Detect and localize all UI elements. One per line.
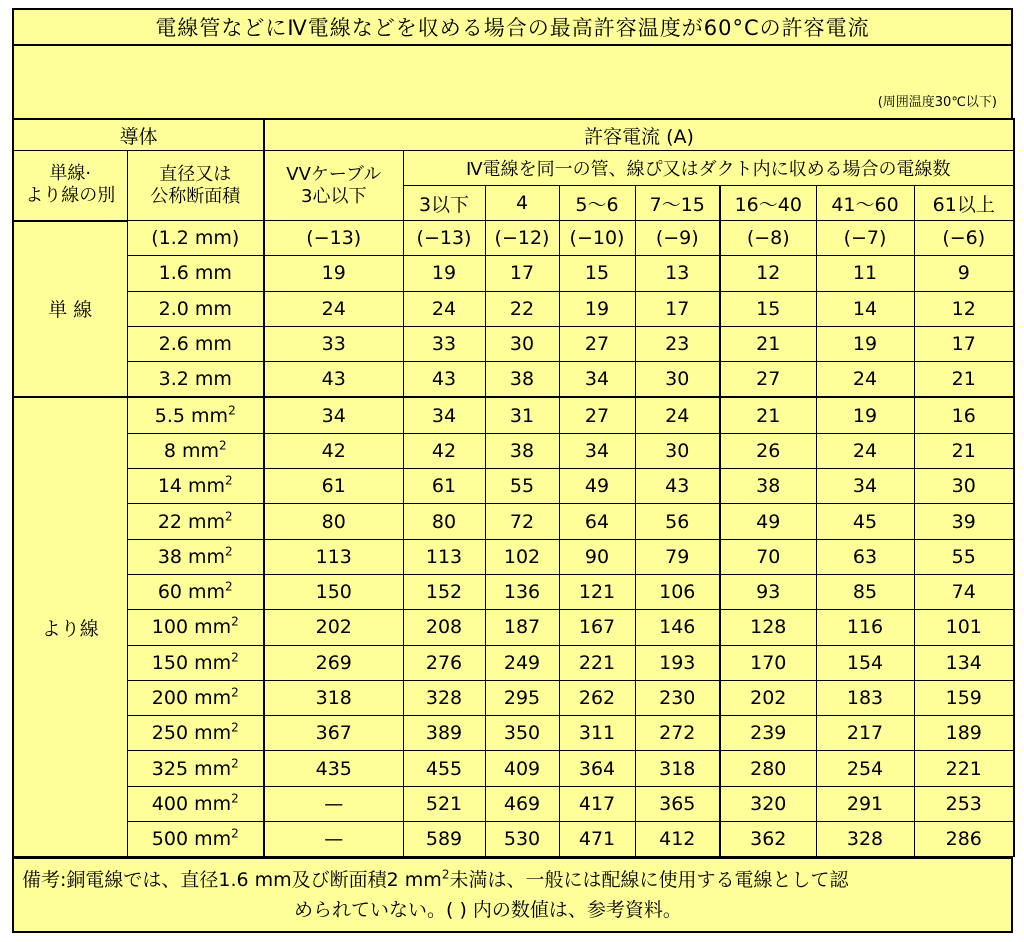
value-cell: 150: [264, 574, 403, 609]
remarks-line1-b: 未満は、一般には配線に使用する電線として認: [449, 868, 849, 891]
value-cell: 27: [720, 362, 816, 398]
value-cell: 318: [264, 680, 403, 715]
header-kind-line1: 単線·: [49, 163, 92, 185]
value-cell: (−9): [635, 221, 720, 256]
value-cell: 589: [403, 822, 485, 857]
table-row: [13, 469, 1014, 504]
header-size: [127, 151, 264, 221]
value-cell: 17: [485, 256, 559, 291]
value-cell: 113: [403, 539, 485, 574]
table-row: [13, 751, 1014, 786]
value-cell: 17: [914, 326, 1014, 361]
allowable-current-table: [12, 118, 1015, 858]
value-cell: 72: [485, 504, 559, 539]
size-value: 1.6 mm: [158, 262, 232, 285]
value-cell: 34: [559, 433, 635, 468]
size-value: 2.6 mm: [158, 333, 232, 356]
value-cell: 12: [914, 291, 1014, 326]
value-cell: (−10): [559, 221, 635, 256]
table-row: [13, 221, 1014, 256]
size-value: 2.0 mm: [158, 297, 232, 320]
ambient-condition: (周囲温度30℃以下): [877, 95, 997, 110]
value-cell: 189: [914, 716, 1014, 751]
title-band: [12, 46, 1013, 118]
value-cell: 183: [816, 680, 914, 715]
value-cell: 21: [720, 326, 816, 361]
value-cell: 33: [264, 326, 403, 361]
size-cell: [127, 610, 264, 645]
size-value: 3.2 mm: [158, 368, 232, 391]
value-cell: 34: [559, 362, 635, 398]
value-cell: 102: [485, 539, 559, 574]
remarks-line1-a: 備考:銅電線では、直径1.6 mm及び断面積2 mm: [22, 868, 442, 891]
value-cell: 24: [816, 362, 914, 398]
value-cell: 30: [635, 433, 720, 468]
value-cell: 34: [264, 397, 403, 433]
value-cell: (−12): [485, 221, 559, 256]
value-cell: 13: [635, 256, 720, 291]
value-cell: 23: [635, 326, 720, 361]
value-cell: 93: [720, 574, 816, 609]
value-cell: 187: [485, 610, 559, 645]
value-cell: 39: [914, 504, 1014, 539]
value-cell: —: [264, 822, 403, 857]
size-cell: [127, 397, 264, 433]
table-row: [13, 645, 1014, 680]
value-cell: 367: [264, 716, 403, 751]
size-value: 38 mm: [157, 545, 226, 568]
size-value: 150 mm: [151, 651, 232, 674]
size-superscript: 2: [231, 791, 239, 806]
value-cell: 43: [635, 469, 720, 504]
size-cell: [127, 574, 264, 609]
value-cell: 269: [264, 645, 403, 680]
size-value: 60 mm: [157, 581, 226, 604]
value-cell: 254: [816, 751, 914, 786]
size-cell: [127, 680, 264, 715]
value-cell: 45: [816, 504, 914, 539]
group-solid: 単 線: [13, 221, 127, 398]
table-body: [13, 221, 1014, 857]
size-cell: [127, 751, 264, 786]
table-row: [13, 362, 1014, 398]
value-cell: 30: [485, 326, 559, 361]
value-cell: 221: [559, 645, 635, 680]
value-cell: 61: [403, 469, 485, 504]
size-cell: [127, 326, 264, 361]
value-cell: 146: [635, 610, 720, 645]
value-cell: (−8): [720, 221, 816, 256]
value-cell: 30: [635, 362, 720, 398]
value-cell: 34: [816, 469, 914, 504]
value-cell: 19: [816, 326, 914, 361]
size-value: 250 mm: [151, 722, 232, 745]
size-superscript: 2: [231, 720, 239, 735]
value-cell: 159: [914, 680, 1014, 715]
value-cell: 49: [720, 504, 816, 539]
header-col-3: 5〜6: [559, 186, 635, 221]
size-cell: [127, 221, 264, 256]
value-cell: 61: [264, 469, 403, 504]
value-cell: 253: [914, 786, 1014, 821]
value-cell: 328: [403, 680, 485, 715]
value-cell: 21: [914, 362, 1014, 398]
value-cell: 362: [720, 822, 816, 857]
value-cell: 262: [559, 680, 635, 715]
table-row: [13, 256, 1014, 291]
header-size-line1: 直径又は: [159, 163, 232, 185]
value-cell: 116: [816, 610, 914, 645]
value-cell: 16: [914, 397, 1014, 433]
size-value: 325 mm: [151, 757, 232, 780]
value-cell: 521: [403, 786, 485, 821]
value-cell: 170: [720, 645, 816, 680]
value-cell: 26: [720, 433, 816, 468]
value-cell: 412: [635, 822, 720, 857]
size-superscript: 2: [219, 438, 227, 453]
value-cell: 311: [559, 716, 635, 751]
value-cell: 85: [816, 574, 914, 609]
size-superscript: 2: [231, 756, 239, 771]
value-cell: 154: [816, 645, 914, 680]
size-value: 400 mm: [151, 792, 232, 815]
value-cell: 24: [635, 397, 720, 433]
value-cell: —: [264, 786, 403, 821]
table-row: [13, 786, 1014, 821]
size-superscript: 2: [228, 403, 236, 418]
size-cell: [127, 433, 264, 468]
size-value: (1.2 mm): [151, 227, 240, 250]
size-value: 14 mm: [157, 475, 226, 498]
value-cell: 471: [559, 822, 635, 857]
value-cell: 320: [720, 786, 816, 821]
value-cell: 128: [720, 610, 816, 645]
value-cell: 318: [635, 751, 720, 786]
value-cell: 90: [559, 539, 635, 574]
header-vv-line1: VVケーブル: [286, 163, 382, 185]
size-cell: [127, 469, 264, 504]
value-cell: 202: [720, 680, 816, 715]
header-col-7: 61以上: [914, 186, 1014, 221]
value-cell: 9: [914, 256, 1014, 291]
value-cell: 455: [403, 751, 485, 786]
value-cell: 11: [816, 256, 914, 291]
value-cell: 167: [559, 610, 635, 645]
value-cell: 24: [816, 433, 914, 468]
remarks: [12, 857, 1013, 933]
value-cell: 21: [914, 433, 1014, 468]
header-iv-group: Ⅳ電線を同一の管、線ぴ又はダクト内に収める場合の電線数: [403, 151, 1014, 186]
header-vv-line2: 3心以下: [301, 185, 367, 207]
header-allowable-current: 許容電流 (A): [264, 119, 1014, 151]
value-cell: 350: [485, 716, 559, 751]
value-cell: 38: [720, 469, 816, 504]
value-cell: 217: [816, 716, 914, 751]
value-cell: (−13): [264, 221, 403, 256]
value-cell: 364: [559, 751, 635, 786]
table-row: [13, 397, 1014, 433]
value-cell: 230: [635, 680, 720, 715]
value-cell: 101: [914, 610, 1014, 645]
value-cell: 34: [403, 397, 485, 433]
value-cell: 134: [914, 645, 1014, 680]
value-cell: 291: [816, 786, 914, 821]
header-vv-cable: [264, 151, 403, 221]
remarks-line1: [22, 865, 1001, 895]
size-cell: [127, 256, 264, 291]
table-row: [13, 326, 1014, 361]
group-stranded: より線: [13, 397, 127, 856]
size-superscript: 2: [231, 615, 239, 630]
header-col-1: 3以下: [403, 186, 485, 221]
size-superscript: 2: [231, 650, 239, 665]
header-col-6: 41〜60: [816, 186, 914, 221]
value-cell: 42: [403, 433, 485, 468]
header-kind: [13, 151, 127, 221]
header-kind-line2: より線の別: [25, 185, 116, 207]
size-superscript: 2: [231, 685, 239, 700]
value-cell: 286: [914, 822, 1014, 857]
size-cell: [127, 786, 264, 821]
value-cell: 295: [485, 680, 559, 715]
size-cell: [127, 822, 264, 857]
table-row: [13, 433, 1014, 468]
document: [12, 8, 1013, 933]
size-value: 5.5 mm: [154, 404, 229, 427]
value-cell: 63: [816, 539, 914, 574]
value-cell: 38: [485, 433, 559, 468]
value-cell: 435: [264, 751, 403, 786]
value-cell: 43: [403, 362, 485, 398]
value-cell: 22: [485, 291, 559, 326]
value-cell: 221: [914, 751, 1014, 786]
size-superscript: 2: [225, 544, 233, 559]
value-cell: 14: [816, 291, 914, 326]
value-cell: 19: [816, 397, 914, 433]
value-cell: 389: [403, 716, 485, 751]
remarks-line2: められていない。( ) 内の数値は、参考資料。: [294, 898, 682, 921]
value-cell: 152: [403, 574, 485, 609]
table-row: [13, 291, 1014, 326]
table-row: [13, 574, 1014, 609]
value-cell: 27: [559, 326, 635, 361]
table-row: [13, 680, 1014, 715]
value-cell: 31: [485, 397, 559, 433]
value-cell: 33: [403, 326, 485, 361]
size-cell: [127, 362, 264, 398]
value-cell: 272: [635, 716, 720, 751]
value-cell: 80: [264, 504, 403, 539]
value-cell: 55: [914, 539, 1014, 574]
value-cell: 27: [559, 397, 635, 433]
value-cell: 19: [264, 256, 403, 291]
size-value: 500 mm: [151, 828, 232, 851]
value-cell: 74: [914, 574, 1014, 609]
value-cell: 19: [403, 256, 485, 291]
value-cell: 24: [403, 291, 485, 326]
size-cell: [127, 539, 264, 574]
size-superscript: 2: [225, 473, 233, 488]
value-cell: 106: [635, 574, 720, 609]
value-cell: 17: [635, 291, 720, 326]
value-cell: 79: [635, 539, 720, 574]
size-value: 22 mm: [157, 510, 226, 533]
value-cell: 80: [403, 504, 485, 539]
size-cell: [127, 716, 264, 751]
value-cell: 328: [816, 822, 914, 857]
value-cell: (−7): [816, 221, 914, 256]
size-cell: [127, 645, 264, 680]
size-cell: [127, 291, 264, 326]
table-row: [13, 610, 1014, 645]
size-cell: [127, 504, 264, 539]
value-cell: 208: [403, 610, 485, 645]
size-value: 8 mm: [163, 439, 220, 462]
value-cell: 113: [264, 539, 403, 574]
value-cell: 193: [635, 645, 720, 680]
title-text: 電線管などにⅣ電線などを収める場合の最高許容温度が60°Cの許容電流: [155, 16, 870, 40]
value-cell: 12: [720, 256, 816, 291]
remarks-superscript: 2: [441, 867, 450, 882]
value-cell: 21: [720, 397, 816, 433]
value-cell: 42: [264, 433, 403, 468]
size-superscript: 2: [225, 509, 233, 524]
value-cell: 15: [559, 256, 635, 291]
value-cell: (−13): [403, 221, 485, 256]
header-size-line2: 公称断面積: [150, 185, 241, 207]
table-row: [13, 716, 1014, 751]
value-cell: 56: [635, 504, 720, 539]
value-cell: 55: [485, 469, 559, 504]
table-title: [12, 8, 1013, 46]
value-cell: 365: [635, 786, 720, 821]
size-value: 200 mm: [151, 687, 232, 709]
table-row: [13, 539, 1014, 574]
value-cell: 30: [914, 469, 1014, 504]
header-col-2: 4: [485, 186, 559, 221]
value-cell: (−6): [914, 221, 1014, 256]
value-cell: 24: [264, 291, 403, 326]
value-cell: 469: [485, 786, 559, 821]
value-cell: 43: [264, 362, 403, 398]
value-cell: 15: [720, 291, 816, 326]
value-cell: 49: [559, 469, 635, 504]
value-cell: 19: [559, 291, 635, 326]
value-cell: 64: [559, 504, 635, 539]
size-superscript: 2: [231, 826, 239, 841]
value-cell: 530: [485, 822, 559, 857]
value-cell: 202: [264, 610, 403, 645]
value-cell: 280: [720, 751, 816, 786]
value-cell: 70: [720, 539, 816, 574]
value-cell: 249: [485, 645, 559, 680]
value-cell: 409: [485, 751, 559, 786]
value-cell: 121: [559, 574, 635, 609]
header-col-4: 7〜15: [635, 186, 720, 221]
table-row: [13, 822, 1014, 857]
size-value: 100 mm: [151, 616, 232, 639]
size-superscript: 2: [225, 579, 233, 594]
value-cell: 417: [559, 786, 635, 821]
header-conductor: 導体: [13, 119, 264, 151]
value-cell: 136: [485, 574, 559, 609]
table-row: [13, 504, 1014, 539]
value-cell: 239: [720, 716, 816, 751]
value-cell: 38: [485, 362, 559, 398]
header-col-5: 16〜40: [720, 186, 816, 221]
value-cell: 276: [403, 645, 485, 680]
